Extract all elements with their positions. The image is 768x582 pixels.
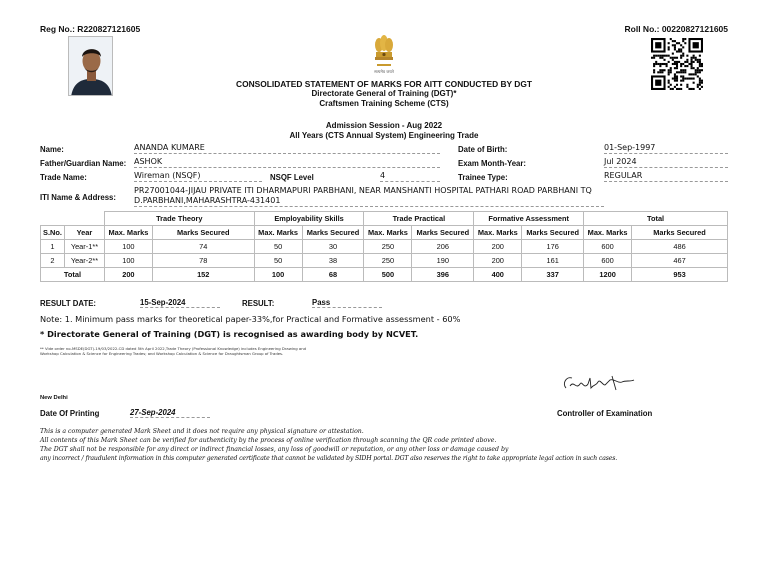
year-header: Year <box>64 226 104 240</box>
printing-date-label: Date Of Printing <box>40 409 100 418</box>
result-date-value: 15-Sep-2024 <box>140 298 220 308</box>
total-label: Total <box>41 268 105 282</box>
tp-secured-total: 396 <box>412 268 474 282</box>
roll-number: Roll No.: 00220827121605 <box>624 24 728 34</box>
group-employability-skills: Employability Skills <box>254 212 364 226</box>
es-secured-header: Marks Secured <box>302 226 364 240</box>
fine-print-line1: ** Vide order no-MSDE(DGT)-19/03/2022-CD dated 5th April 2022,Trade Theory (Professional Knowledge) includes Engineering Drawing and <box>40 346 307 351</box>
tp-max-header: Max. Marks <box>364 226 412 240</box>
tt-secured-header: Marks Secured <box>152 226 254 240</box>
tp-secured: 206 <box>412 240 474 254</box>
fa-max: 200 <box>474 240 522 254</box>
tt-secured-total: 152 <box>152 268 254 282</box>
total-max-header: Max. Marks <box>584 226 632 240</box>
total-max: 600 <box>584 240 632 254</box>
iti-label: ITI Name & Address: <box>40 193 116 202</box>
tt-max: 100 <box>104 240 152 254</box>
name-label: Name: <box>40 145 64 154</box>
es-max: 50 <box>254 240 302 254</box>
tp-max-total: 500 <box>364 268 412 282</box>
row-sno: 2 <box>41 254 65 268</box>
fa-secured: 176 <box>522 240 584 254</box>
dob-value: 01-Sep-1997 <box>604 143 728 154</box>
ncvet-note: * Directorate General of Training (DGT) is recognised as awarding body by NCVET. <box>40 329 419 339</box>
nsqf-value: 4 <box>380 171 440 182</box>
dob-label: Date of Birth: <box>458 145 508 154</box>
row-year: Year-1** <box>64 240 104 254</box>
es-secured-total: 68 <box>302 268 364 282</box>
admission-session: Admission Session - Aug 2022 <box>325 121 443 130</box>
trade-years: All Years (CTS Annual System) Engineering Trade <box>289 131 479 140</box>
grand-max-total: 1200 <box>584 268 632 282</box>
total-secured: 486 <box>632 240 728 254</box>
table-row <box>41 240 728 254</box>
fa-secured-total: 337 <box>522 268 584 282</box>
guardian-label: Father/Guardian Name: <box>40 159 127 168</box>
controller-signature <box>560 372 638 396</box>
es-secured: 38 <box>302 254 364 268</box>
disclaimer-line1: This is a computer generated Mark Sheet and it does not require any physical signature or attestation. <box>40 428 364 435</box>
trainee-type-label: Trainee Type: <box>458 173 508 182</box>
disclaimer-line3: The DGT shall not be responsible for any direct or indirect financial losses, any loss of goodwill or reputation, or any other loss or damage caused by <box>40 446 509 453</box>
total-secured: 467 <box>632 254 728 268</box>
total-secured-header: Marks Secured <box>632 226 728 240</box>
directorate-name: Directorate General of Training (DGT)* <box>311 89 457 98</box>
tt-max: 100 <box>104 254 152 268</box>
es-max-header: Max. Marks <box>254 226 302 240</box>
fa-secured-header: Marks Secured <box>522 226 584 240</box>
controller-title: Controller of Examination <box>557 409 653 418</box>
emblem-caption: सत्यमेव जयते <box>374 69 394 74</box>
total-max: 600 <box>584 254 632 268</box>
total-row <box>41 268 728 282</box>
trade-value: Wireman (NSQF) <box>134 171 262 182</box>
candidate-name: ANANDA KUMARE <box>134 143 440 154</box>
result-date-label: RESULT DATE: <box>40 299 97 308</box>
nsqf-label: NSQF Level <box>270 173 314 182</box>
fa-secured: 161 <box>522 254 584 268</box>
grand-secured-total: 953 <box>632 268 728 282</box>
tt-secured: 78 <box>152 254 254 268</box>
group-header-row <box>41 212 728 226</box>
printing-date-value: 27-Sep-2024 <box>130 408 210 418</box>
place-label: New Delhi <box>40 395 68 401</box>
disclaimer-line4: any incorrect / fraudulent information in this computer generated certificate that cannot be validated by SIDH portal. DGT also reserves the right to take appropriate legal action in such cases. <box>40 455 618 462</box>
trainee-type-value: REGULAR <box>604 171 728 182</box>
es-max-total: 100 <box>254 268 302 282</box>
disclaimer-line2: All contents of this Mark Sheet can be verified for authenticity by the process of online verification through scanning the QR code printed above. <box>40 437 497 444</box>
es-secured: 30 <box>302 240 364 254</box>
iti-address-line2: D.PARBHANI,MAHARASHTRA-431401 <box>134 196 604 207</box>
tp-secured: 190 <box>412 254 474 268</box>
row-sno: 1 <box>41 240 65 254</box>
table-row <box>41 254 728 268</box>
tp-secured-header: Marks Secured <box>412 226 474 240</box>
marks-table <box>40 211 728 282</box>
group-trade-theory: Trade Theory <box>104 212 254 226</box>
group-trade-practical: Trade Practical <box>364 212 474 226</box>
guardian-name: ASHOK <box>134 157 440 168</box>
iti-address-line1: PR27001044-JIJAU PRIVATE ITI DHARMAPURI PARBHANI, NEAR MANSHANTI HOSPITAL PATHARI ROAD PARBHANI TQ <box>134 186 592 195</box>
sno-header: S.No. <box>41 226 65 240</box>
tp-max: 250 <box>364 240 412 254</box>
pass-marks-note: Note: 1. Minimum pass marks for theoretical paper-33%,for Practical and Formative assessment - 60% <box>40 314 461 324</box>
fa-max-total: 400 <box>474 268 522 282</box>
group-total: Total <box>584 212 728 226</box>
group-formative-assessment: Formative Assessment <box>474 212 584 226</box>
exam-label: Exam Month-Year: <box>458 159 527 168</box>
es-max: 50 <box>254 254 302 268</box>
document-title: CONSOLIDATED STATEMENT OF MARKS FOR AITT CONDUCTED BY DGT <box>236 79 532 89</box>
row-year: Year-2** <box>64 254 104 268</box>
result-value: Pass <box>312 298 382 308</box>
trade-label: Trade Name: <box>40 173 87 182</box>
fa-max: 200 <box>474 254 522 268</box>
column-header-row <box>41 226 728 240</box>
tp-max: 250 <box>364 254 412 268</box>
scheme-name: Craftsmen Training Scheme (CTS) <box>319 99 449 108</box>
tt-max-header: Max. Marks <box>104 226 152 240</box>
tt-secured: 74 <box>152 240 254 254</box>
fa-max-header: Max. Marks <box>474 226 522 240</box>
exam-value: Jul 2024 <box>604 157 728 168</box>
tt-max-total: 200 <box>104 268 152 282</box>
result-label: RESULT: <box>242 299 275 308</box>
fine-print-line2: Workshop Calculation & Science for Engineering Trades; and Workshop Calculation & Science for Draughtsman Group of Trades. <box>40 351 284 356</box>
reg-number: Reg No.: R220827121605 <box>40 24 141 34</box>
blank-header-cell <box>41 212 105 226</box>
